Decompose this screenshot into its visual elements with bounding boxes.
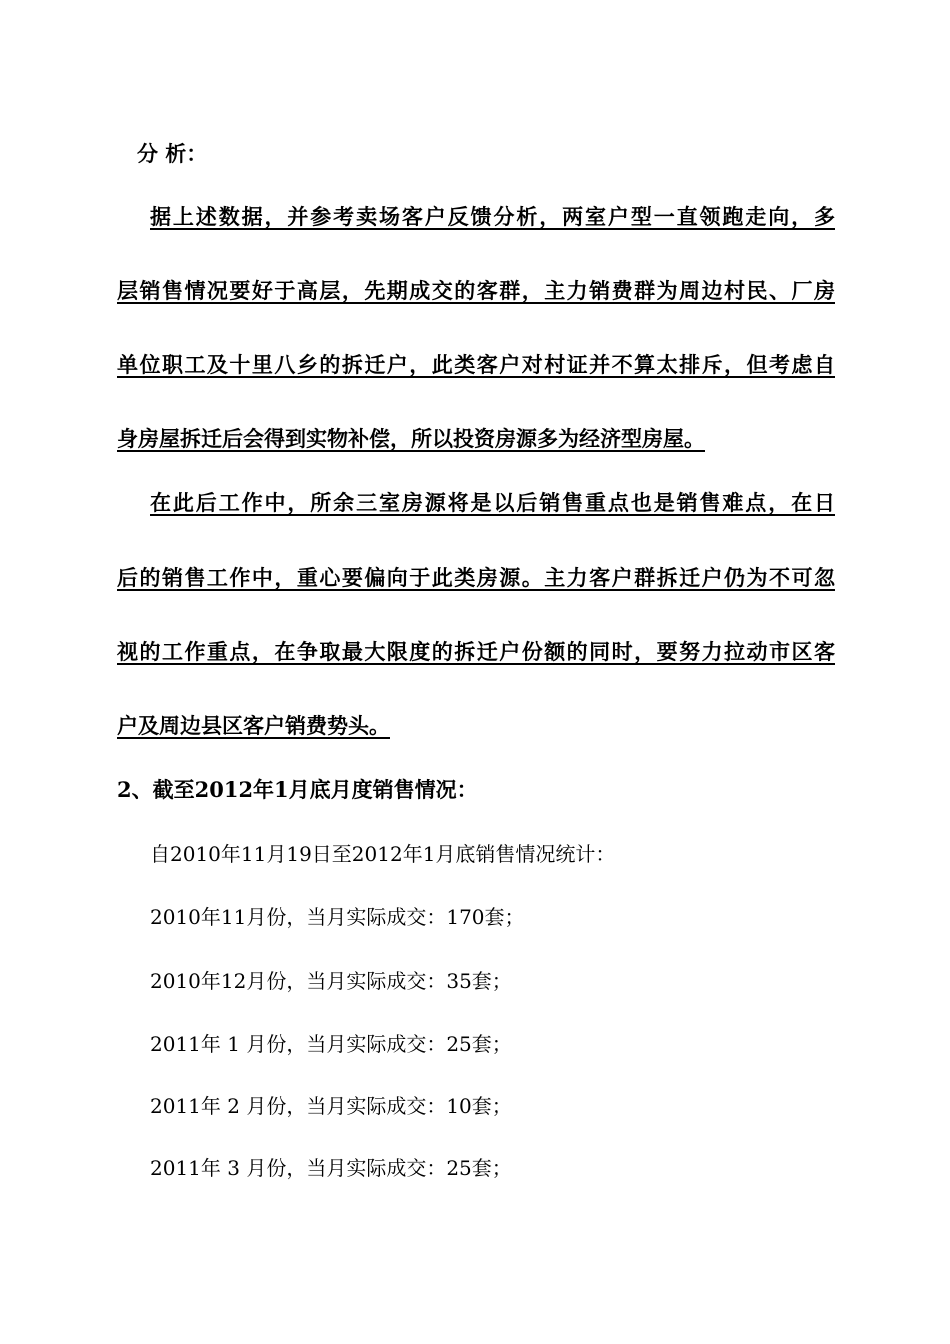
monthly-sales-item: 2011年 1 月份，当月实际成交：25套；: [150, 1032, 512, 1056]
section2-intro: 自2010年11月19日至2012年1月底销售情况统计：: [150, 842, 616, 866]
analysis-para1-line1: 据上述数据，并参考卖场客户反馈分析，两室户型一直领跑走向，多: [150, 204, 835, 229]
analysis-para1-line2: 层销售情况要好于高层，先期成交的客群，主力销费群为周边村民、厂房: [117, 278, 835, 303]
analysis-para1-line3: 单位职工及十里八乡的拆迁户，此类客户对村证并不算太排斥，但考虑自: [117, 352, 835, 377]
analysis-para2-line4: 户及周边县区客户销费势头。: [117, 713, 390, 738]
monthly-sales-item: 2011年 2 月份，当月实际成交：10套；: [150, 1094, 512, 1118]
section2-heading: 2、截至2012年1月底月度销售情况：: [117, 777, 478, 802]
monthly-sales-item: 2010年12月份，当月实际成交：35套；: [150, 969, 512, 993]
analysis-para2-line3: 视的工作重点，在争取最大限度的拆迁户份额的同时，要努力拉动市区客: [117, 639, 835, 664]
monthly-sales-item: 2010年11月份，当月实际成交：170套；: [150, 905, 525, 929]
analysis-para1-line4: 身房屋拆迁后会得到实物补偿，所以投资房源多为经济型房屋。: [117, 426, 705, 451]
analysis-para2-line2: 后的销售工作中，重心要偏向于此类房源。主力客户群拆迁户仍为不可忽: [117, 565, 835, 590]
monthly-sales-item: 2011年 3 月份，当月实际成交：25套；: [150, 1156, 512, 1180]
analysis-heading: 分 析：: [137, 141, 208, 166]
analysis-para2-line1: 在此后工作中，所余三室房源将是以后销售重点也是销售难点，在日: [150, 490, 835, 515]
